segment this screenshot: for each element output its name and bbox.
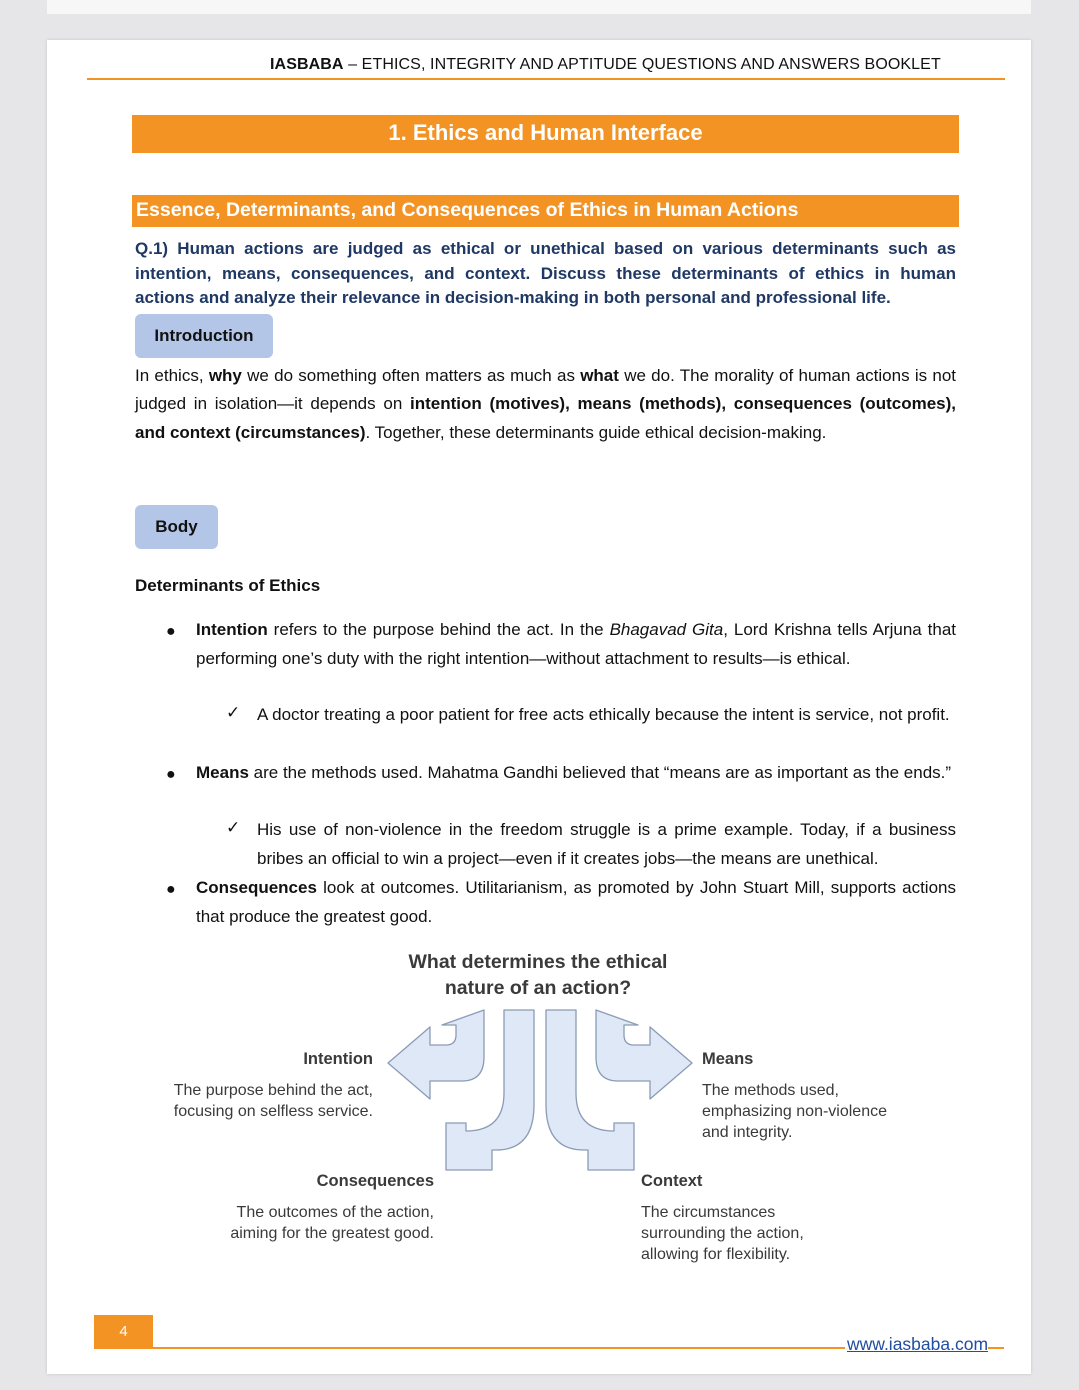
figure-context-label: Context (641, 1172, 703, 1190)
bullet-text: are the methods used. Mahatma Gandhi believed that “means are as important as the ends.” (248, 763, 952, 782)
determinants-heading: Determinants of Ethics (135, 576, 321, 595)
website-link[interactable]: www.iasbaba.com (847, 1334, 989, 1354)
term-consequences: Consequences (196, 878, 317, 897)
intro-text: . Together, these determinants guide ethical decision-making. (365, 422, 827, 442)
introduction-label: Introduction (135, 314, 273, 358)
running-header (270, 56, 941, 74)
bullet-text: refers to the purpose behind the act. In the (267, 620, 610, 639)
page-number: 4 (94, 1315, 153, 1347)
figure-context-desc: The circumstances surrounding the action, allowing for flexibility. (641, 1204, 804, 1263)
intro-text: we do. The morality of human actions is not judged in isolation—it depends on (135, 366, 956, 414)
check-mark-icon: ✓ (226, 818, 241, 837)
figure-title: What determines the ethical nature of an action? (408, 951, 668, 999)
intro-text: we do something often matters as much as (241, 366, 581, 385)
top-strip (47, 0, 1031, 14)
header-title: – ETHICS, INTEGRITY AND APTITUDE QUESTIONS AND ANSWERS BOOKLET (343, 56, 941, 73)
arrow-left-icon (388, 1010, 484, 1099)
figure-consequences-label: Consequences (316, 1172, 434, 1190)
intro-text: In ethics, (135, 366, 209, 385)
bullet-text: look at outcomes. Utilitarianism, as promoted by John Stuart Mill, supports actions that produce the greatest good. (196, 878, 956, 926)
bullet-dot-icon: ● (166, 623, 176, 640)
term-means: Means (196, 763, 249, 782)
header-brand: IASBABA (270, 56, 344, 73)
intro-determinants: intention (motives), means (methods), consequences (outcomes), and context (circumstances) (135, 394, 956, 442)
check-mark-icon: ✓ (226, 703, 241, 722)
chapter-title: 1. Ethics and Human Interface (132, 115, 959, 153)
book-title: Bhagavad Gita (609, 620, 724, 639)
intro-why: why (208, 366, 242, 385)
header-rule (87, 78, 1005, 80)
figure-means-label: Means (702, 1050, 754, 1068)
example-intention: A doctor treating a poor patient for free acts ethically because the intent is service, not profit. (257, 705, 950, 724)
bullet-means (196, 759, 956, 788)
introduction-paragraph (135, 362, 956, 447)
figure-intention-label: Intention (303, 1050, 373, 1068)
bullet-intention (196, 616, 956, 673)
example-means: His use of non-violence in the freedom struggle is a prime example. Today, if a business bribes an official to win a project—even if it creates jobs—the means are unethical. (257, 820, 956, 868)
question-text: Q.1) Human actions are judged as ethical or unethical based on various determinants such as intention, means, consequences, and context. Discuss these determinants of ethics in human actions and analyze their relevance in decision-making in both personal and professional life. (135, 239, 956, 307)
bullet-dot-icon: ● (166, 766, 176, 783)
figure-means-desc: The methods used, emphasizing non-violence and integrity. (702, 1082, 887, 1141)
arrow-right-icon (596, 1010, 692, 1099)
section-title: Essence, Determinants, and Consequences of Ethics in Human Actions (132, 195, 959, 227)
bullet-dot-icon: ● (166, 881, 176, 898)
term-intention: Intention (196, 620, 268, 639)
bullet-text: , Lord Krishna tells Arjuna that performing one’s duty with the right intention—without attachment to results—is ethical. (196, 620, 957, 668)
figure-consequences-desc: The outcomes of the action, aiming for the greatest good. (230, 1204, 434, 1242)
bullet-consequences (196, 874, 956, 931)
body-label: Body (135, 505, 218, 549)
figure-intention-desc: The purpose behind the act, focusing on selfless service. (173, 1082, 373, 1120)
intro-what: what (580, 366, 619, 385)
determinants-arrows-diagram (380, 1005, 700, 1175)
